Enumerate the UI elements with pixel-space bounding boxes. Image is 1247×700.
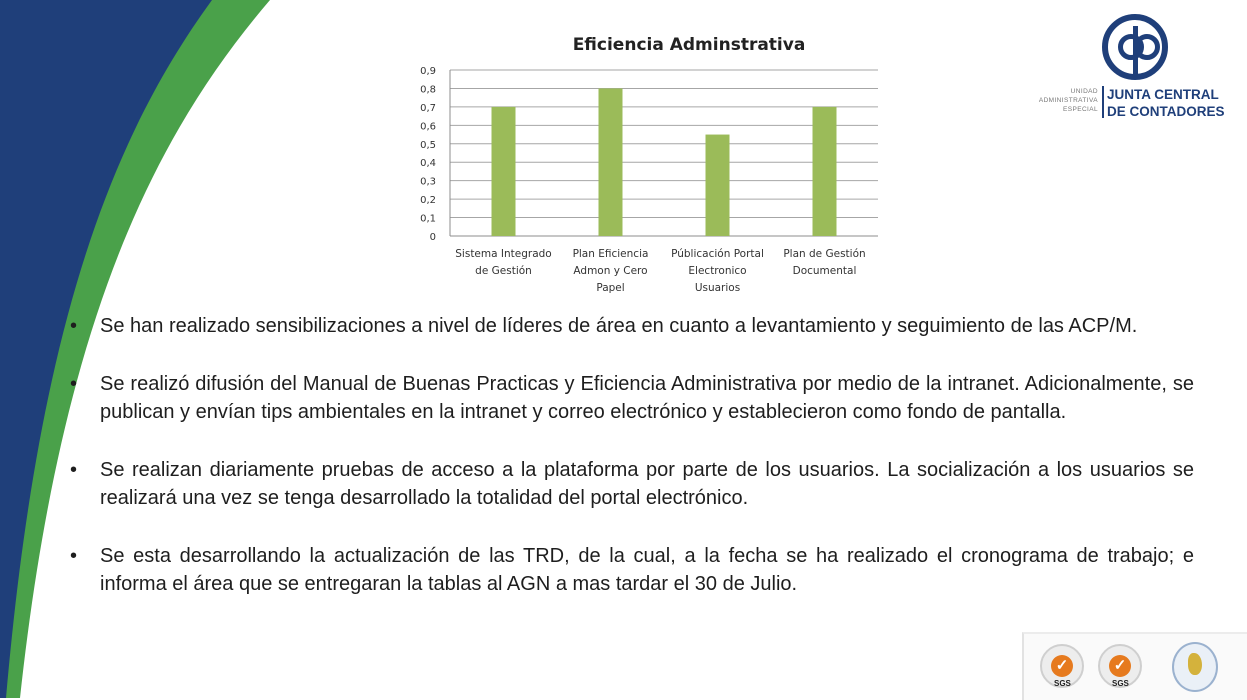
chart-y-axis <box>420 66 436 243</box>
sgs-certification-icon: ✓ <box>1098 644 1142 688</box>
chart-bar <box>706 135 730 236</box>
chart-y-tick-label: 0,6 <box>420 121 436 133</box>
chart-y-tick-label: 0,8 <box>420 84 436 96</box>
chart-y-tick-label: 0,5 <box>420 139 436 151</box>
chart-y-tick-label: 0 <box>429 232 436 243</box>
bullet-item: • Se realizó difusión del Manual de Buenas Practicas y Eficiencia Administrativa por medio de la intranet. Adicionalmente, se publican y envían tips ambientales en la intranet y correo electrónico y establecieron como fondo de pantalla. <box>70 370 1194 427</box>
logo-small-line: ADMINISTRATIVA <box>1038 97 1098 104</box>
bullet-item: • Se han realizado sensibilizaciones a nivel de líderes de área en cuanto a levantamiento y seguimiento de las ACP/M. <box>70 312 1194 341</box>
chart-x-tick-label: Sistema Integrado de Gestión <box>455 248 552 277</box>
sgs-certification-icon: ✓ <box>1040 644 1084 688</box>
chart-x-tick-label: Plan Eficiencia Admon y Cero Papel <box>572 248 649 294</box>
chart-y-tick-label: 0,2 <box>420 195 436 207</box>
logo-line-2: DE CONTADORES <box>1107 104 1225 119</box>
chart-x-tick-label: Plan de Gestión Documental <box>783 248 866 277</box>
logo-subtitle <box>1030 87 1098 114</box>
bullet-list <box>70 312 1194 599</box>
logo-small-line: ESPECIAL <box>1063 106 1098 113</box>
chart-y-tick-label: 0,4 <box>420 158 436 170</box>
bar-chart <box>400 20 890 300</box>
chart-y-tick-label: 0,3 <box>420 176 436 188</box>
logo-divider <box>1102 86 1104 118</box>
cjp-monogram-icon <box>1102 14 1168 80</box>
chart-bar <box>492 107 516 236</box>
cert-label: SGS <box>1054 679 1071 688</box>
certification-badges <box>1022 632 1247 700</box>
chart-x-axis <box>455 248 865 294</box>
chart-y-tick-label: 0,1 <box>420 213 436 225</box>
bullet-item: • Se esta desarrollando la actualización de las TRD, de la cual, a la fecha se ha realizado el cronograma de trabajo; e informa el área que se entregaran la tablas al AGN a mas tardar el 30 de Julio. <box>70 542 1194 599</box>
logo <box>1030 14 1235 124</box>
chart-x-tick-label: Públicación Portal Electronico Usuarios <box>671 248 764 294</box>
cert-label: SGS <box>1112 679 1129 688</box>
chart-y-tick-label: 0,7 <box>420 102 436 114</box>
chart-title: Eficiencia Adminstrativa <box>572 35 806 55</box>
logo-line-1: JUNTA CENTRAL <box>1107 87 1219 102</box>
chart-bar <box>599 88 623 236</box>
colombia-map-shape <box>1188 653 1202 675</box>
bullet-item: • Se realizan diariamente pruebas de acceso a la plataforma por parte de los usuarios. La socialización a los usuarios se realizará una vez se tenga desarrollado la totalidad del portal electrónico. <box>70 456 1194 513</box>
chart-bar <box>813 107 837 236</box>
logo-wordmark <box>1107 86 1225 120</box>
logo-small-line: UNIDAD <box>1070 88 1098 95</box>
chart-y-tick-label: 0,9 <box>420 66 436 77</box>
